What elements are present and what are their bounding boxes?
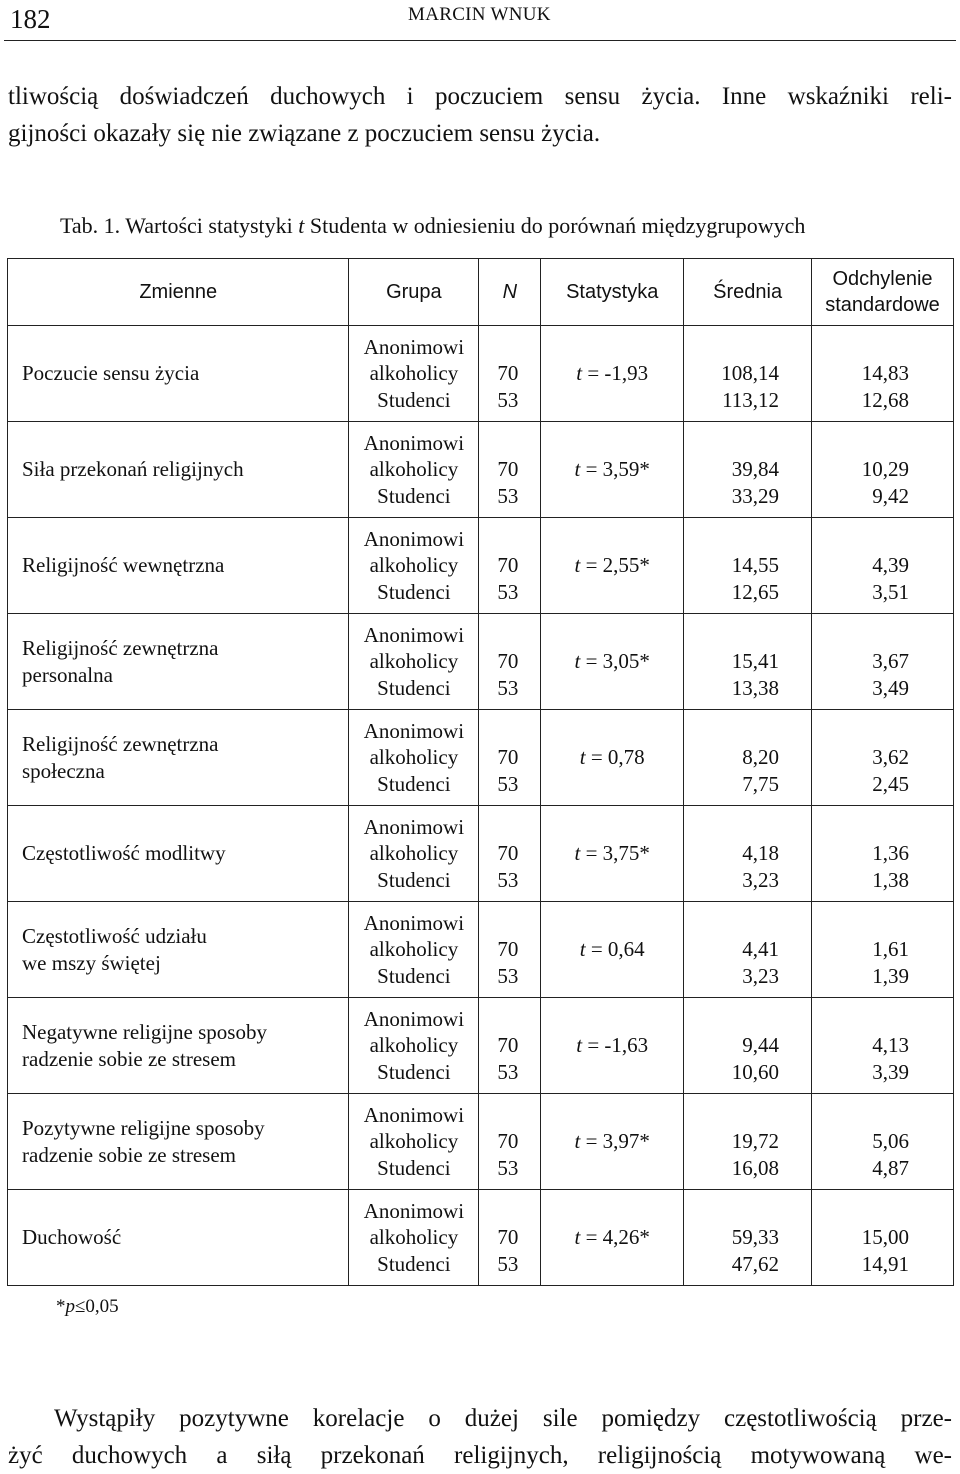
variable-label: Częstotliwość modlitwy [22,841,226,866]
sd-value: 14,91 [861,1251,909,1276]
n-value: 53 [497,483,519,508]
group-cell [349,902,479,998]
mean-value: 3,23 [742,867,780,892]
group-label: Anonimowi [363,814,465,839]
statistic-value: = 3,75* [580,841,650,866]
statistic-value: = -1,63 [582,1033,649,1058]
sd-cell [812,326,954,422]
statistic-cell [541,806,684,902]
n-cell [479,710,541,806]
mean-value: 15,41 [731,649,780,674]
t-symbol: t [576,1033,583,1058]
table-row [8,326,954,422]
t-symbol: t [579,937,586,962]
mean-value: 113,12 [722,387,780,412]
n-value: 70 [497,649,519,674]
n-value: 53 [497,1251,519,1276]
mean-value: 33,29 [731,483,780,508]
mean-value: 7,75 [742,771,780,796]
variable-label: Religijność zewnętrzna [22,636,219,660]
variable-cell [8,518,349,614]
header-statistic: Statystyka [541,259,684,326]
mean-cell [684,326,812,422]
n-value: 70 [497,1033,519,1058]
paragraph-bottom [8,1400,952,1474]
n-value: 70 [497,937,519,962]
variable-cell [8,806,349,902]
group-label: Studenci [377,1251,451,1276]
statistic-cell [541,1094,684,1190]
group-label: Studenci [377,867,451,892]
n-cell [479,1094,541,1190]
sd-value: 10,29 [861,457,909,482]
variable-label: Duchowość [22,1225,122,1250]
n-cell [479,902,541,998]
mean-value: 59,33 [731,1225,780,1250]
t-symbol: t [574,1129,581,1154]
variable-label: Religijność wewnętrzna [22,553,225,578]
mean-cell [684,806,812,902]
variable-label: Siła przekonań religijnych [22,457,244,482]
group-cell [349,806,479,902]
group-cell [349,998,479,1094]
running-head: MARCIN WNUK [408,4,551,25]
group-cell [349,710,479,806]
n-cell [479,518,541,614]
sd-value: 5,06 [872,1129,909,1154]
statistic-cell [541,518,684,614]
sd-cell [812,1094,954,1190]
n-cell [479,998,541,1094]
group-label: Studenci [377,387,451,412]
sd-cell [812,998,954,1094]
mean-value: 4,18 [742,841,780,866]
n-cell [479,1190,541,1286]
n-value: 70 [497,841,519,866]
group-label: Studenci [377,1059,451,1084]
variable-cell [8,614,349,710]
statistic-value: = 2,55* [580,553,650,578]
mean-value: 108,14 [721,361,780,386]
mean-value: 4,41 [742,937,780,962]
statistic-cell [541,902,684,998]
table-row [8,614,954,710]
mean-cell [684,422,812,518]
group-label: alkoholicy [369,937,459,962]
sd-cell [812,710,954,806]
group-cell [349,518,479,614]
n-value: 70 [497,745,519,770]
statistic-cell [541,614,684,710]
group-label: alkoholicy [369,361,459,386]
mean-value: 14,55 [731,553,780,578]
n-cell [479,614,541,710]
sd-cell [812,422,954,518]
statistic-value: = 3,59* [580,457,650,482]
n-value: 70 [497,1225,519,1250]
group-cell [349,1190,479,1286]
statistic-cell [541,422,684,518]
group-label: Studenci [377,771,451,796]
mean-value: 16,08 [731,1155,780,1180]
statistic-value: = -1,93 [582,361,649,386]
statistic-value: = 4,26* [580,1225,650,1250]
sd-value: 1,39 [872,963,909,988]
sd-cell [812,902,954,998]
variable-label: Negatywne religijne sposoby [22,1020,267,1044]
t-symbol: t [574,457,581,482]
mean-value: 13,38 [731,675,780,700]
sd-value: 3,51 [872,579,909,604]
header-n: N [479,259,541,326]
table-row [8,806,954,902]
group-label: Studenci [377,963,451,988]
statistic-value: = 0,64 [585,937,645,962]
group-cell [349,614,479,710]
variable-cell [8,998,349,1094]
mean-cell [684,710,812,806]
variable-label: Częstotliwość udziału [22,924,207,948]
sd-value: 3,62 [872,745,909,770]
statistic-value: = 3,05* [580,649,650,674]
group-label: Studenci [377,675,451,700]
n-value: 53 [497,963,519,988]
n-value: 53 [497,387,519,412]
sd-value: 1,36 [872,841,909,866]
sd-value: 3,67 [872,649,909,674]
group-label: Anonimowi [363,1006,465,1031]
sd-value: 1,61 [872,937,909,962]
header-variables: Zmienne [8,259,349,326]
mean-value: 12,65 [731,579,780,604]
group-cell [349,422,479,518]
table-row [8,422,954,518]
sd-cell [812,614,954,710]
table-header-row [8,259,954,326]
group-label: Anonimowi [363,1198,465,1223]
table-row [8,1094,954,1190]
t-symbol: t [574,1225,581,1250]
sd-value: 15,00 [861,1225,909,1250]
variable-label: radzenie sobie ze stresem [22,1142,236,1167]
group-label: Anonimowi [363,526,465,551]
statistics-table [7,258,954,1286]
group-label: Studenci [377,1155,451,1180]
statistic-value: = 0,78 [585,745,645,770]
mean-value: 47,62 [731,1251,780,1276]
n-cell [479,422,541,518]
group-label: Anonimowi [363,622,465,647]
sd-value: 3,39 [872,1059,909,1084]
sd-value: 9,42 [872,483,909,508]
header-group: Grupa [349,259,479,326]
n-value: 70 [497,553,519,578]
sd-value: 2,45 [872,771,909,796]
n-value: 53 [497,1059,519,1084]
sd-value: 4,39 [872,553,909,578]
mean-value: 3,23 [742,963,780,988]
variable-label: społeczna [22,758,105,783]
t-symbol: t [576,361,583,386]
table-row [8,902,954,998]
variable-cell [8,422,349,518]
mean-cell [684,902,812,998]
mean-value: 9,44 [742,1033,780,1058]
footnote: *p≤0,05 [56,1296,119,1317]
group-label: alkoholicy [369,745,459,770]
t-symbol: t [298,213,305,238]
group-label: alkoholicy [369,1033,459,1058]
n-value: 70 [497,1129,519,1154]
page-header [4,0,956,41]
variable-cell [8,710,349,806]
n-value: 53 [497,771,519,796]
sd-cell [812,518,954,614]
group-label: alkoholicy [369,649,459,674]
n-value: 53 [497,675,519,700]
group-label: alkoholicy [369,1225,459,1250]
t-symbol: t [574,553,581,578]
group-label: alkoholicy [369,553,459,578]
statistic-cell [541,998,684,1094]
variable-cell [8,1190,349,1286]
group-label: alkoholicy [369,1129,459,1154]
variable-label: Religijność zewnętrzna [22,732,219,756]
sd-cell [812,806,954,902]
table-row [8,998,954,1094]
mean-cell [684,1094,812,1190]
statistic-cell [541,1190,684,1286]
group-label: Anonimowi [363,334,465,359]
page-number: 182 [10,4,51,34]
t-symbol: t [574,841,581,866]
variable-label: personalna [22,662,113,687]
variable-cell [8,326,349,422]
sd-value: 4,87 [872,1155,909,1180]
header-mean: Średnia [684,259,812,326]
n-value: 70 [497,457,519,482]
group-label: Anonimowi [363,430,465,455]
paragraph-line: tliwością doświadczeń duchowych i poczuciem sensu życia. Inne wskaźniki reli- [8,83,952,110]
n-value: 53 [497,1155,519,1180]
paragraph-line: Wystąpiły pozytywne korelacje o dużej sile pomiędzy częstotliwością prze- [54,1405,952,1432]
variable-cell [8,902,349,998]
mean-value: 19,72 [731,1129,780,1154]
sd-value: 14,83 [861,361,909,386]
group-label: Anonimowi [363,910,465,935]
variable-label: Poczucie sensu życia [22,361,200,386]
paragraph-line: żyć duchowych a siłą przekonań religijnych, religijnością motywowaną we- [8,1442,952,1469]
variable-label: radzenie sobie ze stresem [22,1046,236,1071]
n-value: 53 [497,867,519,892]
n-cell [479,806,541,902]
variable-label: we mszy świętej [22,950,161,975]
variable-label: Pozytywne religijne sposoby [22,1116,265,1140]
mean-value: 8,20 [742,745,780,770]
group-label: Anonimowi [363,1102,465,1127]
table-caption: Tab. 1. Wartości statystyki t Studenta w odniesieniu do porównań międzygrupowych [60,213,806,238]
t-symbol: t [579,745,586,770]
mean-cell [684,518,812,614]
header-standard-deviation: Odchylenie standardowe [812,259,954,326]
group-label: alkoholicy [369,457,459,482]
mean-cell [684,1190,812,1286]
sd-cell [812,1190,954,1286]
n-cell [479,326,541,422]
sd-value: 3,49 [872,675,909,700]
group-label: Studenci [377,483,451,508]
statistic-value: = 3,97* [580,1129,650,1154]
paragraph-line: gijności okazały się nie związane z poczuciem sensu życia. [8,120,601,147]
statistic-cell [541,710,684,806]
sd-value: 4,13 [872,1033,909,1058]
sd-value: 1,38 [872,867,909,892]
group-label: alkoholicy [369,841,459,866]
mean-cell [684,998,812,1094]
sd-value: 12,68 [861,387,909,412]
group-label: Studenci [377,579,451,604]
n-value: 70 [497,361,519,386]
table-row [8,1190,954,1286]
group-cell [349,326,479,422]
t-symbol: t [574,649,581,674]
paragraph-top [8,78,952,152]
table-row [8,518,954,614]
statistic-cell [541,326,684,422]
table-row [8,710,954,806]
variable-cell [8,1094,349,1190]
group-cell [349,1094,479,1190]
group-label: Anonimowi [363,718,465,743]
mean-value: 39,84 [731,457,780,482]
mean-cell [684,614,812,710]
mean-value: 10,60 [731,1059,780,1084]
n-value: 53 [497,579,519,604]
